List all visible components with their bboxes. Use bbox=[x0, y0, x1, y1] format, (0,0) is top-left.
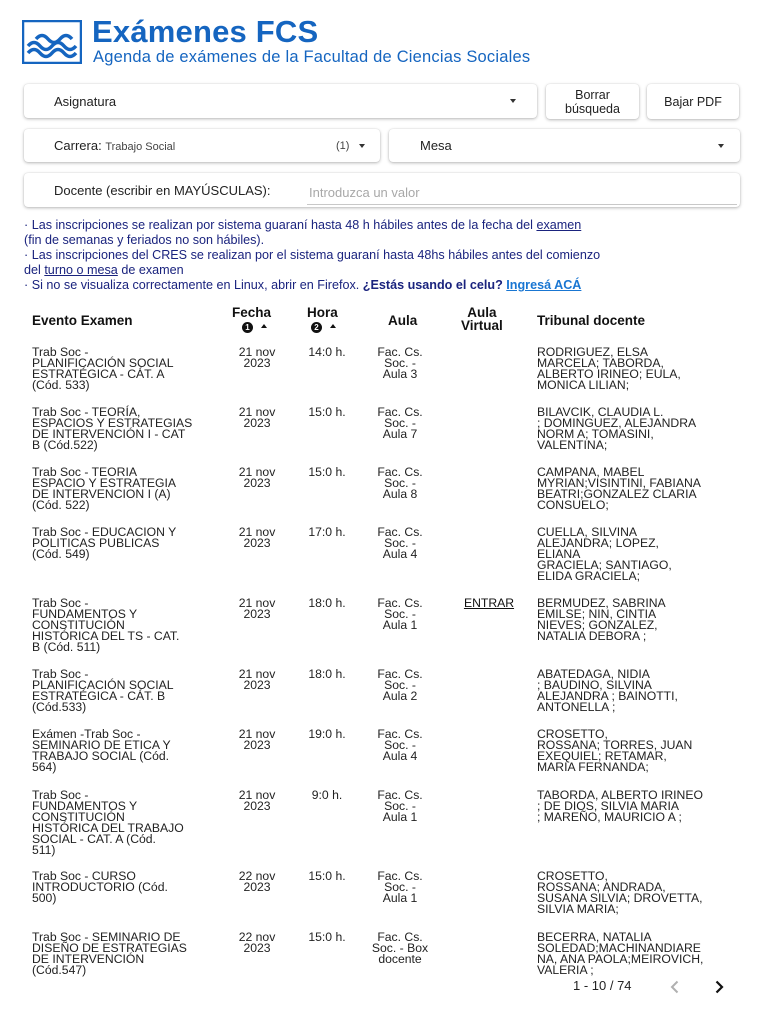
cell-evento-line: SEMINARIO DE ETICA Y bbox=[32, 738, 171, 752]
cell-evento-line: Trab Soc - TEORIA bbox=[32, 465, 137, 479]
sort-asc-icon bbox=[261, 324, 267, 328]
cell-aula-line: Soc. - bbox=[384, 356, 416, 370]
cell-aula-line: Soc. - bbox=[384, 536, 416, 550]
cell-fecha-line: 21 nov bbox=[238, 345, 276, 359]
cell-evento-line: DE INTERVENCIÓN I - CAT bbox=[32, 427, 186, 441]
cell-tribunal bbox=[537, 347, 737, 391]
cell-tribunal-line: ALBERTO IRINEO; EULA, bbox=[537, 367, 681, 381]
cell-tribunal-line: MARIA FERNANDA; bbox=[537, 760, 649, 774]
cell-fecha-line: 2023 bbox=[243, 536, 271, 550]
cell-evento-line: TRABAJO SOCIAL (Cód. bbox=[32, 749, 170, 763]
cell-fecha-line: 2023 bbox=[243, 799, 271, 813]
cell-evento bbox=[32, 729, 214, 773]
cell-aula-line: Soc. - bbox=[384, 738, 416, 752]
cell-evento-line: CONSTITUCIÓN bbox=[32, 810, 125, 824]
cell-fecha-line: 21 nov bbox=[238, 525, 276, 539]
cell-tribunal-line: MARCELA; TABORDA, bbox=[537, 356, 664, 370]
note-5-text: · Si no se visualiza correctamente en Linux, abrir en Firefox. bbox=[24, 278, 363, 292]
cell-aula-line: Fac. Cs. bbox=[377, 596, 423, 610]
cell-aula-line: docente bbox=[378, 952, 422, 966]
cell-fecha-line: 2023 bbox=[243, 678, 271, 692]
cell-tribunal-line: CAMPANA, MABEL bbox=[537, 465, 645, 479]
cell-evento-line: SOCIAL - CAT. A (Cód. bbox=[32, 832, 156, 846]
cell-aula bbox=[370, 598, 430, 631]
cell-tribunal-line: BEATRI;GONZALEZ CLARIA bbox=[537, 487, 697, 501]
cell-tribunal-line: EMILSE; NIN, CINTIA bbox=[537, 607, 657, 621]
asignatura-select[interactable] bbox=[24, 84, 537, 118]
cell-tribunal-line: ; MAREÑO, MAURICIO A ; bbox=[537, 810, 682, 824]
cell-tribunal-line: CROSETTO, bbox=[537, 869, 608, 883]
cell-evento-line: (Cód.533) bbox=[32, 700, 87, 714]
cell-aula bbox=[370, 347, 430, 380]
note-5-bold: ¿Estás usando el celu? bbox=[362, 278, 503, 292]
mesa-select[interactable] bbox=[389, 129, 740, 162]
cell-evento-line: FUNDAMENTOS Y bbox=[32, 799, 138, 813]
cell-fecha-line: 2023 bbox=[243, 738, 271, 752]
cell-aula-line: Soc. - bbox=[384, 416, 416, 430]
cell-hora bbox=[296, 729, 358, 740]
cell-evento bbox=[32, 347, 214, 391]
cell-evento-line: ESPACIOS Y ESTRATEGIAS bbox=[32, 416, 193, 430]
cell-hora bbox=[296, 467, 358, 478]
cell-aula-line: Fac. Cs. bbox=[377, 869, 423, 883]
cell-aula-line: Aula 4 bbox=[382, 749, 418, 763]
cell-evento-line: (Cód. 549) bbox=[32, 547, 90, 561]
sort-asc-icon bbox=[330, 324, 336, 328]
cell-fecha-line: 21 nov bbox=[238, 727, 276, 741]
cell-evento-line: FUNDAMENTOS Y bbox=[32, 607, 138, 621]
header-hora[interactable]: Hora bbox=[307, 305, 338, 320]
cell-tribunal-line: BILAVCIK, CLAUDIA L. bbox=[537, 405, 664, 419]
note-line-4 bbox=[24, 263, 744, 278]
sort-order-badge: 2 bbox=[311, 322, 322, 333]
cell-tribunal-line: ; DOMINGUEZ, ALEJANDRA bbox=[537, 416, 697, 430]
header-fecha[interactable]: Fecha bbox=[232, 305, 272, 320]
cell-hora bbox=[296, 790, 358, 801]
cell-hora bbox=[296, 871, 358, 882]
cell-evento bbox=[32, 790, 214, 856]
cell-evento-line: INTRODUCTORIO (Cód. bbox=[32, 880, 168, 894]
cell-hora-text: 18:0 h. bbox=[308, 667, 346, 681]
cell-tribunal-line: ALEJANDRA ; BAINOTTI, bbox=[537, 689, 678, 703]
cell-hora-text: 15:0 h. bbox=[308, 405, 346, 419]
cell-tribunal-line: ELIDA GRACIELA; bbox=[537, 569, 640, 583]
cell-aula-line: Soc. - bbox=[384, 799, 416, 813]
cell-hora-text: 17:0 h. bbox=[308, 525, 346, 539]
cell-fecha-line: 2023 bbox=[243, 607, 271, 621]
cell-tribunal-line: NA, ANA PAOLA;MEIROVICH, bbox=[537, 952, 704, 966]
fecha-sort-indicator[interactable] bbox=[242, 322, 267, 333]
cell-fecha bbox=[226, 527, 288, 549]
note-line-5 bbox=[24, 278, 744, 293]
cell-aula-line: Soc. - bbox=[384, 678, 416, 692]
cell-aula-line: Aula 3 bbox=[382, 367, 418, 381]
cell-evento bbox=[32, 407, 214, 451]
cell-hora bbox=[296, 598, 358, 609]
mobile-link[interactable]: Ingresá ACÁ bbox=[506, 278, 582, 292]
cell-tribunal-line: GRACIELA; SANTIAGO, bbox=[537, 558, 672, 572]
cell-tribunal-line: ALEJANDRA; LOPEZ, bbox=[537, 536, 659, 550]
cell-evento bbox=[32, 871, 214, 904]
cell-hora-text: 15:0 h. bbox=[308, 930, 346, 944]
cell-aula-line: Fac. Cs. bbox=[377, 405, 423, 419]
cell-evento-line: HISTÓRICA DEL TS - CAT. bbox=[32, 629, 180, 643]
cell-evento-line: Trab Soc - bbox=[32, 345, 89, 359]
cell-tribunal-line: NIEVES; GONZALEZ, bbox=[537, 618, 658, 632]
cell-hora bbox=[296, 932, 358, 943]
cell-evento-line: (Cód. 522) bbox=[32, 498, 90, 512]
cell-tribunal-line: EXEQUIEL; RETAMAR, bbox=[537, 749, 667, 763]
header-aula[interactable]: Aula bbox=[388, 313, 418, 328]
enter-virtual-room-link[interactable]: ENTRAR bbox=[463, 596, 515, 610]
cell-evento-line: (Cód.547) bbox=[32, 963, 87, 977]
note-1-text: · Las inscripciones se realizan por sistema guaraní hasta 48 h hábiles antes de la fecha del bbox=[24, 218, 537, 232]
note-line-1 bbox=[24, 218, 744, 233]
docente-label: Docente (escribir en MAYÚSCULAS): bbox=[54, 182, 271, 198]
cell-hora-text: 15:0 h. bbox=[308, 465, 346, 479]
cell-fecha-line: 2023 bbox=[243, 880, 271, 894]
carrera-count: (1) bbox=[336, 139, 350, 152]
turno-mesa-link[interactable]: turno o mesa bbox=[44, 263, 118, 277]
chevron-down-icon bbox=[510, 99, 516, 103]
cell-evento-line: ESTRATÉGICA - CÁT. B bbox=[32, 689, 166, 703]
cell-hora bbox=[296, 669, 358, 680]
cell-aula-line: Aula 4 bbox=[382, 547, 418, 561]
hora-sort-indicator[interactable] bbox=[311, 322, 336, 333]
cell-evento-line: Trab Soc - EDUCACION Y bbox=[32, 525, 177, 539]
examen-link[interactable]: examen bbox=[536, 218, 582, 232]
cell-evento-line: DE INTERVENCION I (A) bbox=[32, 487, 171, 501]
cell-fecha-line: 21 nov bbox=[238, 465, 276, 479]
cell-tribunal bbox=[537, 467, 737, 511]
cell-fecha-line: 21 nov bbox=[238, 596, 276, 610]
cell-aula-line: Aula 1 bbox=[382, 618, 418, 632]
cell-evento bbox=[32, 598, 214, 653]
cell-evento-line: Trab Soc - CURSO bbox=[32, 869, 136, 883]
cell-tribunal-line: MONICA LILIAN; bbox=[537, 378, 630, 392]
fcs-logo-icon bbox=[22, 20, 82, 64]
chevron-down-icon bbox=[718, 144, 724, 148]
cell-fecha bbox=[226, 669, 288, 691]
carrera-select[interactable] bbox=[24, 129, 380, 162]
cell-tribunal-line: CUELLA, SILVINA bbox=[537, 525, 638, 539]
cell-tribunal-line: ; BAUDINO, SILVINA bbox=[537, 678, 652, 692]
docente-filter bbox=[24, 173, 740, 207]
cell-aula bbox=[370, 407, 430, 440]
cell-tribunal-line: TABORDA, ALBERTO IRINEO bbox=[537, 788, 703, 802]
cell-aula-line: Soc. - bbox=[384, 476, 416, 490]
sort-order-badge: 1 bbox=[242, 322, 253, 333]
cell-fecha-line: 2023 bbox=[243, 356, 271, 370]
cell-tribunal bbox=[537, 598, 737, 642]
cell-tribunal-line: MYRIAN;VISINTINI, FABIANA bbox=[537, 476, 701, 490]
cell-evento-line: ESTRATÉGICA - CÁT. A bbox=[32, 367, 165, 381]
cell-evento bbox=[32, 467, 214, 511]
cell-fecha-line: 21 nov bbox=[238, 667, 276, 681]
cell-evento-line: Trab Soc - TEORÍA, bbox=[32, 405, 141, 419]
cell-tribunal-line: NATALIA DEBORA ; bbox=[537, 629, 647, 643]
cell-aula-line: Fac. Cs. bbox=[377, 788, 423, 802]
header-aula-virtual[interactable] bbox=[461, 306, 503, 332]
cell-fecha bbox=[226, 729, 288, 751]
cell-aula-virtual bbox=[450, 598, 528, 609]
cell-fecha-line: 22 nov bbox=[238, 869, 276, 883]
cell-evento-line: Trab Soc - bbox=[32, 667, 89, 681]
cell-fecha-line: 22 nov bbox=[238, 930, 276, 944]
cell-tribunal-line: ROSSANA; ANDRADA, bbox=[537, 880, 666, 894]
cell-hora bbox=[296, 407, 358, 418]
cell-evento-line: HISTÓRICA DEL TRABAJO bbox=[32, 821, 184, 835]
cell-aula bbox=[370, 932, 430, 965]
cell-aula-line: Soc. - bbox=[384, 880, 416, 894]
cell-tribunal-line: NORM A; TOMASINI, bbox=[537, 427, 654, 441]
cell-aula-line: Fac. Cs. bbox=[377, 667, 423, 681]
cell-tribunal-line: BERMUDEZ, SABRINA bbox=[537, 596, 666, 610]
cell-evento-line: CONSTITUCIÓN bbox=[32, 618, 125, 632]
cell-tribunal bbox=[537, 790, 737, 823]
note-4-pre: del bbox=[24, 263, 45, 277]
cell-aula-line: Fac. Cs. bbox=[377, 465, 423, 479]
cell-hora-text: 18:0 h. bbox=[308, 596, 346, 610]
cell-hora-text: 14:0 h. bbox=[308, 345, 346, 359]
cell-aula bbox=[370, 527, 430, 560]
cell-evento-line: Trab Soc - bbox=[32, 788, 89, 802]
info-notes bbox=[24, 218, 744, 293]
cell-fecha bbox=[226, 467, 288, 489]
cell-tribunal-line: ABATEDAGA, NIDIA bbox=[537, 667, 650, 681]
note-line-3: · Las inscripciones del CRES se realizan por el sistema guaraní hasta 48hs hábiles antes del comienzo bbox=[24, 248, 601, 262]
cell-tribunal-line: SUSANA SILVIA; DROVETTA, bbox=[537, 891, 703, 905]
cell-aula-line: Aula 2 bbox=[382, 689, 418, 703]
download-pdf-button[interactable]: Bajar PDF bbox=[647, 84, 739, 119]
cell-fecha-line: 21 nov bbox=[238, 788, 276, 802]
cell-aula bbox=[370, 790, 430, 823]
cell-tribunal-line: CONSUELO; bbox=[537, 498, 609, 512]
cell-evento bbox=[32, 527, 214, 560]
app-title: Exámenes FCS bbox=[92, 14, 319, 49]
cell-evento-line: (Cód. 533) bbox=[32, 378, 90, 392]
cell-evento bbox=[32, 932, 214, 976]
cell-aula-line: Aula 1 bbox=[382, 891, 418, 905]
cell-evento-line: DE INTERVENCIÓN bbox=[32, 952, 145, 966]
cell-evento-line: PLANIFICACIÓN SOCIAL bbox=[32, 356, 174, 370]
cell-evento-line: Trab Soc - SEMINARIO DE bbox=[32, 930, 181, 944]
clear-search-label-2: búsqueda bbox=[565, 101, 620, 116]
cell-aula-line: Aula 8 bbox=[382, 487, 418, 501]
cell-fecha bbox=[226, 407, 288, 429]
header-aula-virtual-1: Aula bbox=[467, 305, 497, 320]
cell-fecha-line: 2023 bbox=[243, 941, 271, 955]
pagination-range: 1 - 10 / 74 bbox=[573, 978, 632, 993]
cell-evento-line: Trab Soc - bbox=[32, 596, 89, 610]
note-4-post: de examen bbox=[117, 263, 184, 277]
cell-aula-line: Fac. Cs. bbox=[377, 525, 423, 539]
cell-hora bbox=[296, 527, 358, 538]
cell-fecha-line: 2023 bbox=[243, 476, 271, 490]
clear-search-label-1: Borrar bbox=[575, 87, 610, 102]
cell-aula bbox=[370, 467, 430, 500]
cell-hora-text: 19:0 h. bbox=[308, 727, 346, 741]
cell-tribunal-line: RODRIGUEZ, ELSA bbox=[537, 345, 649, 359]
next-page-icon[interactable] bbox=[711, 979, 727, 995]
cell-aula bbox=[370, 871, 430, 904]
carrera-label: Carrera bbox=[54, 138, 99, 153]
cell-tribunal-line: ; DE DIOS, SILVIA MARIA bbox=[537, 799, 679, 813]
cell-evento-line: Exámen -Trab Soc - bbox=[32, 727, 141, 741]
cell-aula-line: Fac. Cs. bbox=[377, 930, 423, 944]
cell-tribunal-line: VALERIA ; bbox=[537, 963, 594, 977]
cell-hora bbox=[296, 347, 358, 358]
app-subtitle: Agenda de exámenes de la Facultad de Ciencias Sociales bbox=[93, 48, 531, 66]
cell-tribunal-line: ROSSANA; TORRES, JUAN bbox=[537, 738, 693, 752]
cell-tribunal-line: SILVIA MARIA; bbox=[537, 902, 619, 916]
cell-tribunal-line: ANTONELLA ; bbox=[537, 700, 616, 714]
cell-fecha-line: 21 nov bbox=[238, 405, 276, 419]
cell-evento-line: ESPACIO Y ESTRATEGIA bbox=[32, 476, 177, 490]
cell-evento bbox=[32, 669, 214, 713]
cell-aula-line: Aula 7 bbox=[382, 427, 418, 441]
header-evento[interactable]: Evento Examen bbox=[32, 313, 133, 328]
cell-evento-line: B (Cód. 511) bbox=[32, 640, 101, 654]
cell-aula-line: Fac. Cs. bbox=[377, 727, 423, 741]
cell-aula-line: Aula 1 bbox=[382, 810, 418, 824]
cell-fecha-line: 2023 bbox=[243, 416, 271, 430]
cell-tribunal-line: BECERRA, NATALIA bbox=[537, 930, 652, 944]
header-aula-virtual-2: Virtual bbox=[461, 318, 503, 333]
cell-evento-line: POLITICAS PUBLICAS bbox=[32, 536, 160, 550]
cell-fecha bbox=[226, 871, 288, 893]
cell-fecha bbox=[226, 790, 288, 812]
cell-hora-text: 15:0 h. bbox=[308, 869, 346, 883]
cell-evento-line: 500) bbox=[32, 891, 57, 905]
carrera-value: Trabajo Social bbox=[105, 141, 176, 153]
cell-tribunal-line: SOLEDAD;MACHINANDIARE bbox=[537, 941, 701, 955]
cell-evento-line: 511) bbox=[32, 843, 56, 857]
cell-tribunal-line: ELIANA bbox=[537, 547, 581, 561]
cell-evento-line: PLANIFICACIÓN SOCIAL bbox=[32, 678, 174, 692]
cell-aula bbox=[370, 729, 430, 762]
cell-tribunal bbox=[537, 729, 737, 773]
cell-tribunal bbox=[537, 527, 737, 582]
asignatura-label: Asignatura bbox=[54, 93, 117, 109]
cell-tribunal bbox=[537, 932, 737, 976]
cell-evento-line: B (Cód.522) bbox=[32, 438, 98, 452]
docente-input[interactable] bbox=[307, 181, 737, 205]
cell-evento-line: 564) bbox=[32, 760, 57, 774]
cell-evento-line: DISEÑO DE ESTRATEGIAS bbox=[32, 941, 187, 955]
cell-fecha bbox=[226, 598, 288, 620]
chevron-down-icon bbox=[359, 144, 365, 148]
prev-page-icon[interactable] bbox=[667, 979, 683, 995]
cell-aula-line: Soc. - bbox=[384, 607, 416, 621]
note-line-2: (fin de semanas y feriados no son hábiles). bbox=[24, 233, 265, 247]
cell-tribunal bbox=[537, 407, 737, 451]
cell-aula-line: Soc. - Box bbox=[371, 941, 429, 955]
cell-fecha bbox=[226, 347, 288, 369]
clear-search-button[interactable] bbox=[546, 84, 639, 119]
cell-aula-line: Fac. Cs. bbox=[377, 345, 423, 359]
cell-fecha bbox=[226, 932, 288, 954]
cell-hora-text: 9:0 h. bbox=[311, 788, 343, 802]
cell-tribunal-line: CROSETTO, bbox=[537, 727, 608, 741]
mesa-label: Mesa bbox=[420, 138, 452, 153]
header-tribunal[interactable]: Tribunal docente bbox=[537, 313, 646, 328]
cell-tribunal bbox=[537, 669, 737, 713]
cell-aula bbox=[370, 669, 430, 702]
carrera-field-label: Carrera: Trabajo Social bbox=[54, 138, 176, 153]
cell-tribunal bbox=[537, 871, 737, 915]
cell-tribunal-line: VALENTINA; bbox=[537, 438, 608, 452]
